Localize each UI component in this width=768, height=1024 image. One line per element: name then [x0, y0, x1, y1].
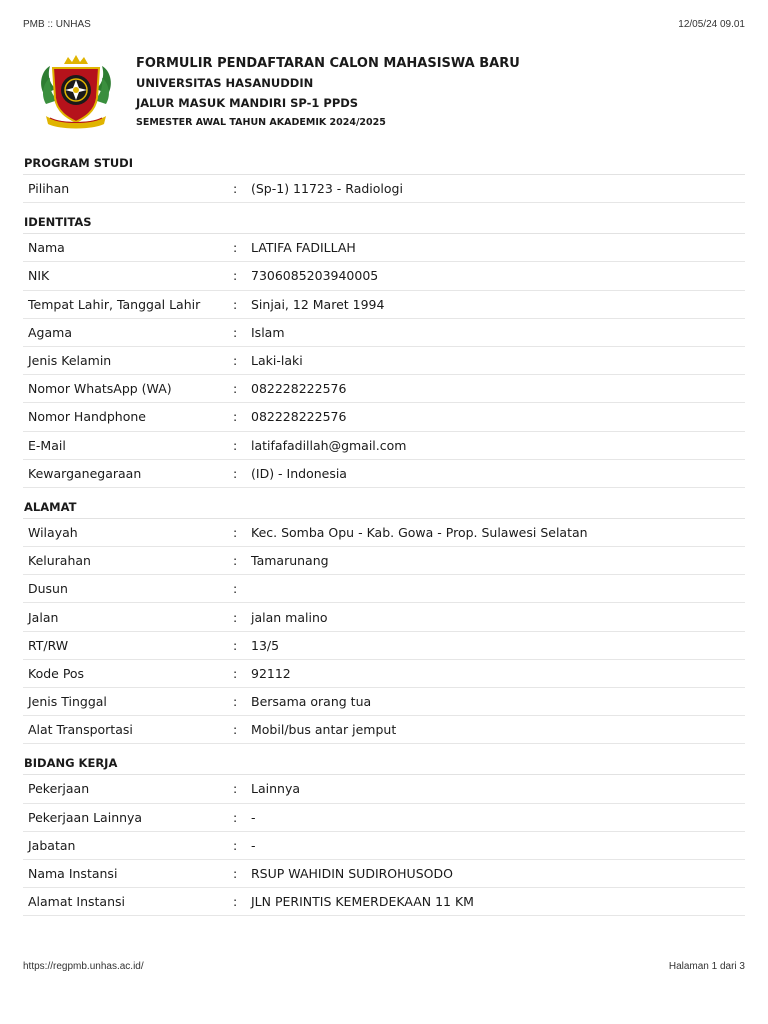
field-value: Mobil/bus antar jemput — [251, 722, 397, 738]
field-value: RSUP WAHIDIN SUDIROHUSODO — [251, 866, 453, 882]
field-label: Kelurahan — [28, 553, 91, 569]
field-separator: : — [233, 240, 238, 256]
field-row — [23, 603, 745, 631]
field-row — [23, 804, 745, 832]
field-value: (ID) - Indonesia — [251, 465, 347, 481]
field-label: Jabatan — [28, 837, 76, 853]
field-value: (Sp-1) 11723 - Radiologi — [251, 181, 403, 197]
field-label: Kewarganegaraan — [28, 465, 142, 481]
field-label: E-Mail — [28, 437, 66, 453]
field-row — [23, 688, 745, 716]
field-separator: : — [233, 465, 238, 481]
field-label: Alamat Instansi — [28, 894, 125, 910]
field-value: jalan malino — [251, 609, 328, 625]
field-separator: : — [233, 553, 238, 569]
field-row — [23, 347, 745, 375]
field-separator: : — [233, 866, 238, 882]
field-separator: : — [233, 181, 238, 197]
field-row — [23, 375, 745, 403]
field-row — [23, 547, 745, 575]
field-separator: : — [233, 296, 238, 312]
field-row — [23, 775, 745, 803]
field-value: JLN PERINTIS KEMERDEKAAN 11 KM — [251, 894, 474, 910]
page-url: https://regpmb.unhas.ac.id/ — [23, 961, 144, 972]
field-label: Agama — [28, 324, 72, 340]
page-number: Halaman 1 dari 3 — [668, 961, 745, 972]
field-row — [23, 716, 745, 744]
field-separator: : — [233, 353, 238, 369]
field-label: Pilihan — [28, 181, 70, 197]
field-row — [23, 660, 745, 688]
field-row — [23, 432, 745, 460]
field-separator: : — [233, 409, 238, 425]
section-title: PROGRAM STUDI — [23, 152, 745, 175]
field-row — [23, 832, 745, 860]
field-separator: : — [233, 894, 238, 910]
field-row — [23, 403, 745, 431]
field-label: Tempat Lahir, Tanggal Lahir — [28, 296, 201, 312]
field-separator: : — [233, 268, 238, 284]
field-label: NIK — [28, 268, 50, 284]
field-label: Jenis Tinggal — [28, 694, 107, 710]
university-name: UNIVERSITAS HASANUDDIN — [136, 76, 314, 90]
field-value: - — [251, 809, 256, 825]
field-label: Alat Transportasi — [28, 722, 133, 738]
field-value: Bersama orang tua — [251, 694, 372, 710]
print-header-left: PMB :: UNHAS — [23, 19, 91, 30]
section-title: BIDANG KERJA — [23, 752, 745, 775]
field-separator: : — [233, 722, 238, 738]
field-value: Laki-laki — [251, 353, 303, 369]
section-title: ALAMAT — [23, 496, 745, 519]
field-separator: : — [233, 837, 238, 853]
field-row — [23, 234, 745, 262]
field-value: 082228222576 — [251, 381, 347, 397]
field-separator: : — [233, 637, 238, 653]
field-row — [23, 519, 745, 547]
field-label: RT/RW — [28, 637, 69, 653]
field-value: - — [251, 837, 256, 853]
field-row — [23, 460, 745, 488]
field-value: Sinjai, 12 Maret 1994 — [251, 296, 385, 312]
university-logo-icon — [38, 54, 114, 132]
field-label: Nomor Handphone — [28, 409, 146, 425]
field-value: Kec. Somba Opu - Kab. Gowa - Prop. Sulawesi Selatan — [251, 524, 588, 540]
field-label: Pekerjaan — [28, 781, 90, 797]
field-separator: : — [233, 581, 238, 597]
form-title: FORMULIR PENDAFTARAN CALON MAHASISWA BARU — [136, 56, 520, 71]
field-label: Nomor WhatsApp (WA) — [28, 381, 172, 397]
field-separator: : — [233, 781, 238, 797]
field-row — [23, 860, 745, 888]
field-value: latifafadillah@gmail.com — [251, 437, 407, 453]
admission-track: JALUR MASUK MANDIRI SP-1 PPDS — [136, 96, 359, 110]
field-value: LATIFA FADILLAH — [251, 240, 356, 256]
field-separator: : — [233, 381, 238, 397]
field-value: Islam — [251, 324, 285, 340]
form-header — [136, 55, 520, 129]
field-label: Wilayah — [28, 524, 78, 540]
field-label: Kode Pos — [28, 665, 85, 681]
section-identitas — [23, 211, 745, 488]
section-bidang-kerja — [23, 752, 745, 916]
print-footer — [23, 961, 745, 972]
field-row — [23, 175, 745, 203]
field-separator: : — [233, 809, 238, 825]
field-separator: : — [233, 524, 238, 540]
academic-semester: SEMESTER AWAL TAHUN AKADEMIK 2024/2025 — [136, 117, 386, 128]
field-value: Tamarunang — [251, 553, 329, 569]
field-value: 082228222576 — [251, 409, 347, 425]
field-separator: : — [233, 694, 238, 710]
field-row — [23, 632, 745, 660]
field-label: Nama Instansi — [28, 866, 118, 882]
field-row — [23, 262, 745, 290]
field-label: Nama — [28, 240, 65, 256]
field-row — [23, 888, 745, 916]
field-row — [23, 319, 745, 347]
section-alamat — [23, 496, 745, 745]
field-separator: : — [233, 324, 238, 340]
field-label: Jenis Kelamin — [28, 353, 112, 369]
field-label: Jalan — [28, 609, 59, 625]
field-label: Dusun — [28, 581, 68, 597]
field-row — [23, 575, 745, 603]
section-title: IDENTITAS — [23, 211, 745, 234]
section-program-studi — [23, 152, 745, 203]
field-value: Lainnya — [251, 781, 300, 797]
field-separator: : — [233, 665, 238, 681]
field-value: 13/5 — [251, 637, 280, 653]
print-header-datetime: 12/05/24 09.01 — [678, 19, 745, 30]
field-row — [23, 291, 745, 319]
form-content — [23, 152, 745, 916]
field-value: 92112 — [251, 665, 291, 681]
field-value: 7306085203940005 — [251, 268, 379, 284]
field-separator: : — [233, 437, 238, 453]
print-header — [23, 19, 745, 30]
field-label: Pekerjaan Lainnya — [28, 809, 143, 825]
field-separator: : — [233, 609, 238, 625]
